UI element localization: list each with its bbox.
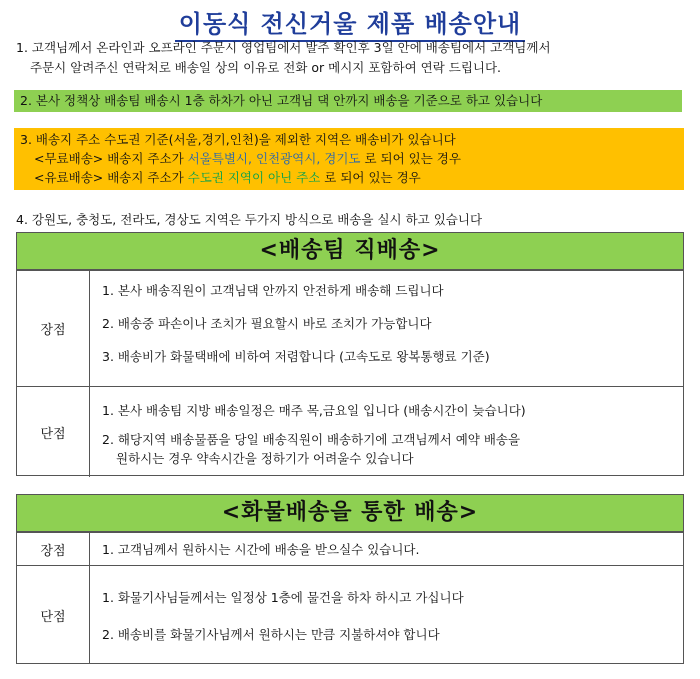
pros-content (90, 533, 683, 565)
cons-item: 1. 본사 배송팀 지방 배송일정은 매주 목,금요일 입니다 (배송시간이 늦습니다) (102, 403, 526, 418)
cons-item: 2. 해당지역 배송물품을 당일 배송직원이 배송하기에 고객님께서 예약 배송을 (102, 432, 521, 447)
direct-delivery-cons-row (17, 386, 683, 477)
cons-label: 단점 (17, 387, 90, 477)
paid-shipping-regions: 수도권 지역이 아닌 주소 (187, 170, 321, 185)
notice-4: 4. 강원도, 충청도, 전라도, 경상도 지역은 두가지 방식으로 배송을 실시 하고 있습니다 (16, 212, 483, 227)
free-shipping-regions: 서울특별시, 인천광역시, 경기도 (187, 151, 361, 166)
pros-label: 장점 (17, 271, 90, 386)
cons-content (90, 387, 683, 477)
free-shipping-suffix: 로 되어 있는 경우 (360, 151, 461, 166)
direct-delivery-heading: <배송팀 직배송> (17, 233, 683, 270)
pros-item: 3. 배송비가 화물택배에 비하여 저렴합니다 (고속도로 왕복통행료 기준) (102, 349, 490, 364)
notice-3-line-1: 3. 배송지 주소 수도권 기준(서울,경기,인천)을 제외한 지역은 배송비가 있습니다 (20, 132, 456, 147)
cons-item: 1. 화물기사님들께서는 일정상 1층에 물건을 하차 하시고 가십니다 (102, 590, 464, 605)
cons-label: 단점 (17, 566, 90, 664)
free-shipping-prefix: <무료배송> 배송지 주소가 (34, 151, 188, 166)
notice-3-paid-shipping (20, 168, 678, 187)
notice-1-line-2: 주문시 알려주신 연락처로 배송일 상의 이유로 전화 or 메시지 포함하여 연락 드립니다. (30, 60, 502, 75)
page-title-text: 이동식 전신거울 제품 배송안내 (175, 4, 525, 42)
cons-content (90, 566, 683, 664)
cons-item-continued: 원하시는 경우 약속시간을 정하기가 어려울수 있습니다 (116, 451, 414, 466)
freight-delivery-pros-row (17, 532, 683, 565)
freight-delivery-heading: <화물배송을 통한 배송> (17, 495, 683, 532)
notice-1-line-1: 1. 고객님께서 온라인과 오프라인 주문시 영업팀에서 발주 확인후 3일 안에 배송팀에서 고객님께서 (16, 40, 551, 55)
pros-item: 1. 고객님께서 원하시는 시간에 배송을 받으실수 있습니다. (102, 541, 420, 557)
page-title (0, 4, 700, 42)
notice-2-green-band: 2. 본사 정책상 배송팀 배송시 1층 하차가 아닌 고객님 댁 안까지 배송을 기준으로 하고 있습니다 (14, 90, 682, 112)
pros-label: 장점 (17, 533, 90, 565)
notice-1 (16, 38, 551, 78)
notice-3-orange-band (14, 128, 684, 190)
freight-delivery-section (16, 494, 684, 664)
notice-3-free-shipping (20, 149, 678, 168)
pros-item: 1. 본사 배송직원이 고객님댁 안까지 안전하게 배송해 드립니다 (102, 283, 444, 298)
direct-delivery-section (16, 232, 684, 476)
cons-item: 2. 배송비를 화물기사님께서 원하시는 만큼 지불하셔야 합니다 (102, 627, 440, 642)
pros-item: 2. 배송중 파손이나 조치가 필요할시 바로 조치가 가능합니다 (102, 316, 432, 331)
paid-shipping-prefix: <유료배송> 배송지 주소가 (34, 170, 188, 185)
direct-delivery-pros-row (17, 270, 683, 386)
pros-content (90, 271, 683, 386)
freight-delivery-cons-row (17, 565, 683, 664)
paid-shipping-suffix: 로 되어 있는 경우 (320, 170, 421, 185)
